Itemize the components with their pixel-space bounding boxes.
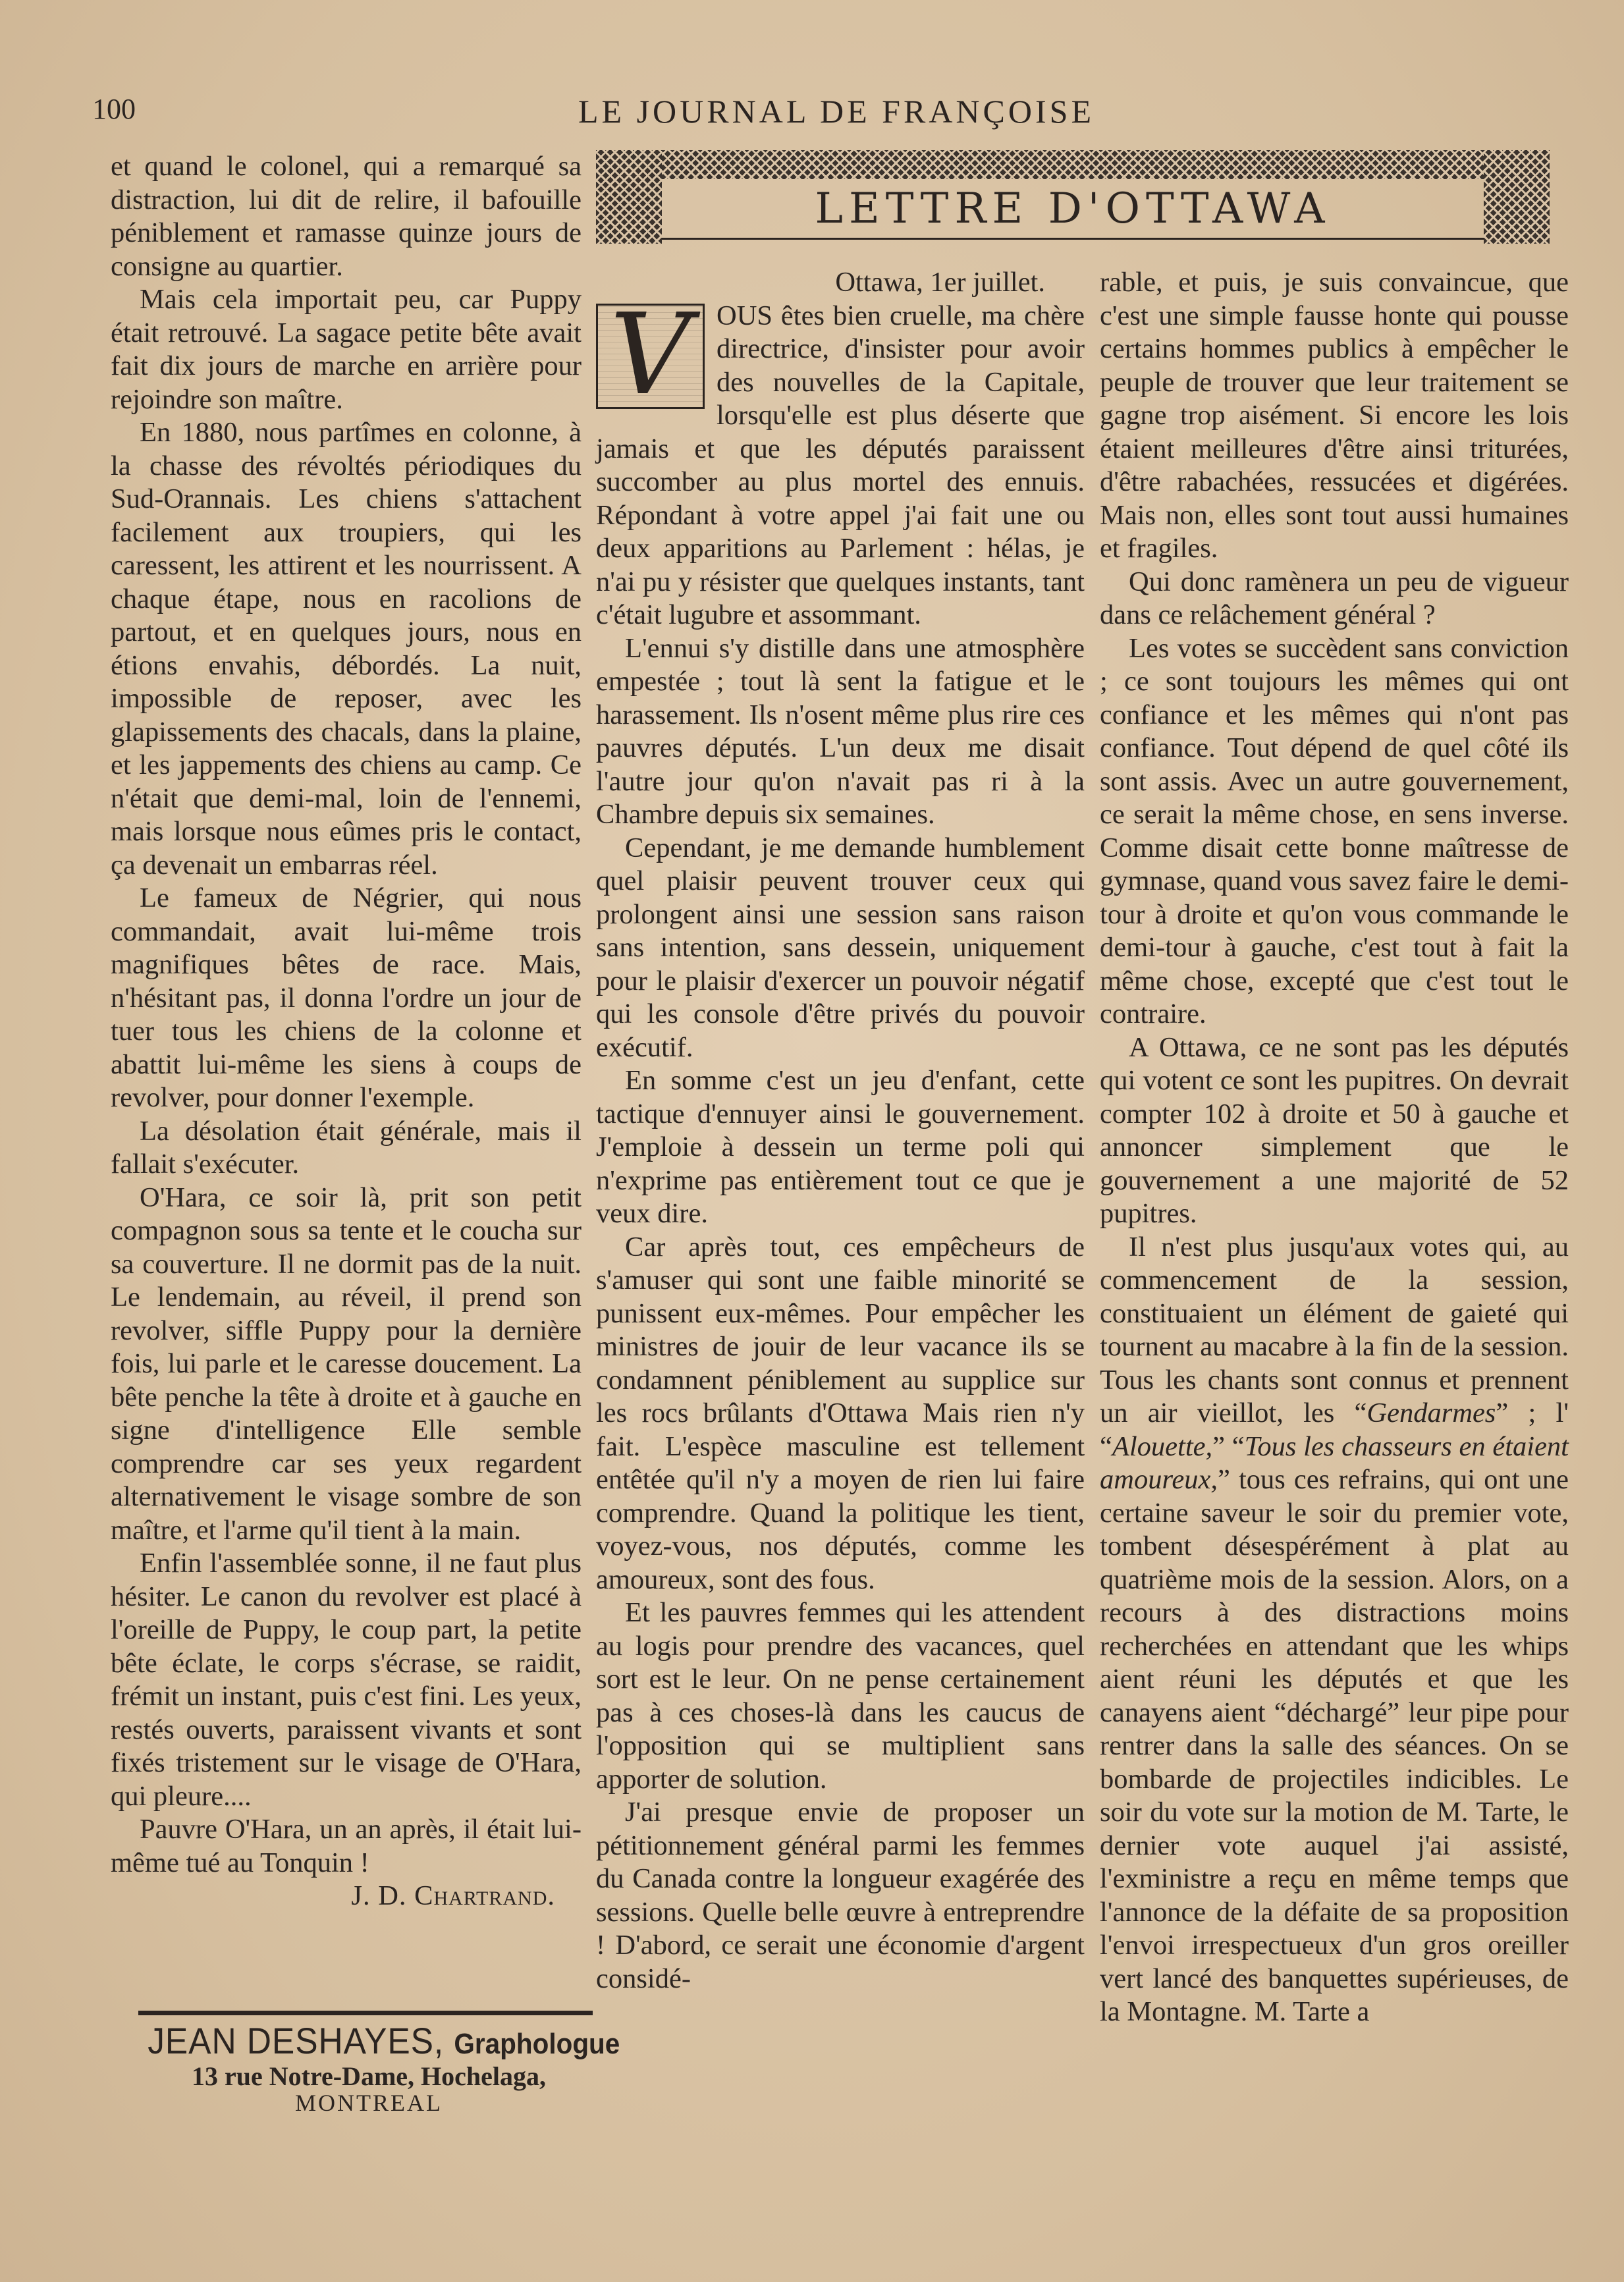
song-title: Tous les chasseurs en étaient amoureux, — [1100, 1430, 1569, 1495]
text-span: ” tous ces refrains, qui ont une certaine saveur le soir du premier vote, tombent désespérément à plat au quatrième mois de la session. Alors, on a recours à des distractions moins recherchées en attendant que les whips aient réuni les députés et que les canayens aient “déchargé” leur pipe pour rentrer dans la salle des séances. On se bombarde de projectiles indicibles. Le soir du vote sur la motion de M. Tarte, le dernier vote auquel j'ai assisté, l'exministre a reçu en même temps que l'annonce de la défaite de sa proposition l'envoi irrespectueux d'un gros oreiller vert lancé des banquettes supérieuses, de la Montagne. M. Tarte a — [1100, 1464, 1569, 2027]
paragraph: En 1880, nous partîmes en colonne, à la chasse des révoltés périodiques du Sud-Orannais. Les chiens s'attachent facilement aux troupiers, qui les caressent, les attirent et les nourrissent. A chaque étape, nous en racolions de partout, et en quelques jours, nous en étions envahis, débordés. La nuit, impossible de reposer, avec les glapissements des chacals, dans la plaine, et les jappements des chiens au camp. Ce n'était que demi-mal, loin de l'ennemi, mais lorsque nous eûmes pris le contact, ça devenait un embarras réel. — [111, 417, 582, 881]
ad-name: JEAN DESHAYES, — [148, 2020, 445, 2061]
ad-profession: Graphologue — [454, 2028, 620, 2060]
dateline: Ottawa, 1er juillet. — [835, 267, 1045, 298]
song-title: Gendarmes — [1367, 1398, 1496, 1428]
paragraph: J'ai presque envie de proposer un pétitionnement général parmi les femmes du Canada contre la longueur exagérée des sessions. Quelle belle œuvre à entreprendre ! D'abord, ce serait une économie d'argent considé- — [596, 1797, 1085, 1994]
text-span: Il n'est plus jusqu'aux votes qui, au commencement de la session, constituaient un élément de gaieté qui tournent au macabre à la fin de la session. Tous les chants sont connus et prennent un air vieillot, les “ — [1100, 1231, 1569, 1428]
ornament-top-border — [662, 150, 1484, 179]
paragraph: L'ennui s'y distille dans une atmosphère empestée ; tout là sent la fatigue et le harassement. Ils n'osent même plus rire ces pauvres députés. L'un deux me disait l'autre jour qu'on n'avait pas ri à la Chambre depuis six semaines. — [596, 632, 1085, 830]
paragraph: et quand le colonel, qui a remarqué sa distraction, lui dit de relire, il bafouille péniblement et ramasse quinze jours de consigne au quartier. — [111, 151, 582, 282]
advertisement — [128, 2019, 620, 2117]
paragraph: Cependant, je me demande humblement quel plaisir peuvent trouver ceux qui prolongent ainsi une session sans raison sans intention, sans dessein, uniquement pour le plaisir d'exercer un pouvoir négatif qui les console d'être privés du pouvoir exécutif. — [596, 832, 1085, 1063]
paragraph: A Ottawa, ce ne sont pas les députés qui votent ce sont les pupitres. On devrait compter 102 à droite et 50 à gauche et annoncer simplement que le gouvernement a une majorité de 52 pupitres. — [1100, 1031, 1569, 1229]
middle-column — [596, 266, 1085, 1996]
paragraph: O'Hara, ce soir là, prit son petit compagnon sous sa tente et le coucha sur sa couverture. Il ne dormit pas de la nuit. Le lendemain, au réveil, il prend son revolver, siffle Puppy pour la dernière fois, lui parle et le caresse doucement. La bête penche la tête à droite et à gauche en signe d'intelligence Elle semble comprendre car ses yeux regardent alternativement le visage sombre de son maître, et l'arme qu'il tient à la main. — [111, 1182, 582, 1546]
page-number: 100 — [92, 93, 136, 125]
paragraph: Car après tout, ces empêcheurs de s'amuser qui sont une faible minorité se punissent eux-mêmes. Pour empêcher les ministres de jouir de leur vacance ils se condamnent péniblement au supplice sur les rocs brûlants d'Ottawa Mais rien n'y fait. L'espèce masculine est tellement entêtée qu'il n'y a moyen de rien lui faire comprendre. Quand la politique les tient, voyez-vous, nos députés, comme les amoureux, sont des fous. — [596, 1231, 1085, 1595]
running-head: LE JOURNAL DE FRANÇOISE — [578, 93, 1095, 130]
paragraph-with-song-titles — [1100, 1231, 1569, 2029]
drop-cap: V — [596, 304, 705, 409]
text-span: ” “ — [1212, 1430, 1245, 1462]
paragraph: Le fameux de Négrier, qui nous commandait, avait lui-même trois magnifiques bêtes de race. Mais, n'hésitant pas, il donna l'ordre un jour de tuer tous les chiens de la colonne et abattit lui-même les siens à coups de revolver, pour donner l'exemple. — [111, 883, 582, 1113]
ad-city: MONTREAL — [295, 2090, 443, 2116]
paragraph: Mais cela importait peu, car Puppy était retrouvé. La sagace petite bête avait fait dix jours de marche en arrière pour rejoindre son maître. — [111, 284, 582, 415]
paragraph: rable, et puis, je suis convaincue, que c'est une simple fausse honte qui pousse certains hommes publics à empêcher le peuple de trouver que leur traitement se gagne trop aisément. Si encore les lois étaient meilleures d'être ainsi triturées, d'être rabachées, ressucées et digérées. Mais non, elles sont tout aussi humaines et fragiles. — [1100, 267, 1569, 564]
song-title: Alouette, — [1112, 1430, 1213, 1462]
author-signature: J. D. Chartrand. — [351, 1880, 555, 1911]
ad-divider-rule — [138, 2011, 593, 2015]
ornament-right — [1484, 150, 1550, 244]
paragraph: Qui donc ramènera un peu de vigueur dans ce relâchement général ? — [1100, 566, 1569, 630]
paragraph: OUS êtes bien cruelle, ma chère directrice, d'insister pour avoir des nouvelles de la Capitale, lorsqu'elle est plus déserte que jamais et que les députés paraissent succomber au plus mortel des ennuis. Répondant à votre appel j'ai fait une ou deux apparitions au Parlement : hélas, je n'ai pu y résister que quelques instants, tant c'était lugubre et assommant. — [596, 300, 1085, 630]
paragraph: La désolation était générale, mais il fallait s'exécuter. — [111, 1115, 582, 1180]
right-column — [1100, 266, 1569, 2029]
paragraph: Pauvre O'Hara, un an après, il était lui-même tué au Tonquin ! — [111, 1814, 582, 1878]
paragraph: Enfin l'assemblée sonne, il ne faut plus hésiter. Le canon du revolver est placé à l'oreille de Puppy, le coup part, la petite bête éclate, le corps s'écrase, se raidit, frémit un instant, puis c'est fini. Les yeux, restés ouverts, paraissent vivants et sont fixés tristement sur le visage de O'Hara, qui pleure.... — [111, 1548, 582, 1812]
text-span: ” ; l' “ — [1100, 1398, 1569, 1462]
ad-name-line — [148, 2019, 620, 2062]
ornament-left — [596, 150, 662, 244]
paragraph: En somme c'est un jeu d'enfant, cette tactique d'ennuyer ainsi le gouvernement. J'emploie à dessein un terme poli qui n'exprime pas entièrement tout ce que je veux dire. — [596, 1065, 1085, 1229]
paragraph: Et les pauvres femmes qui les attendent au logis pour prendre des vacances, quel sort est le leur. On ne pense certainement pas à ces choses-là dans les caucus de l'opposition qui se multiplient sans apporter de solution. — [596, 1597, 1085, 1795]
article-title: LETTRE D'OTTAWA — [815, 184, 1331, 233]
title-rule — [662, 238, 1484, 240]
page-header — [92, 92, 1581, 138]
ad-address: 13 rue Notre-Dame, Hochelaga, — [191, 2061, 546, 2091]
paragraph: Les votes se succèdent sans conviction ; ce sont toujours les mêmes qui ont confiance et les mêmes qui n'ont pas confiance. Tout dépend de quel côté ils sont assis. Avec un autre gouvernement, ce serait la même chose, en sens inverse. Comme disait cette bonne maîtresse de gymnase, quand vous savez faire le demi-tour à droite et qu'on vous commande le demi-tour à gauche, c'est tout à fait la même chose, excepté que c'est tout le contraire. — [1100, 632, 1569, 1029]
left-column — [111, 150, 582, 1913]
article-title-banner — [596, 150, 1550, 244]
